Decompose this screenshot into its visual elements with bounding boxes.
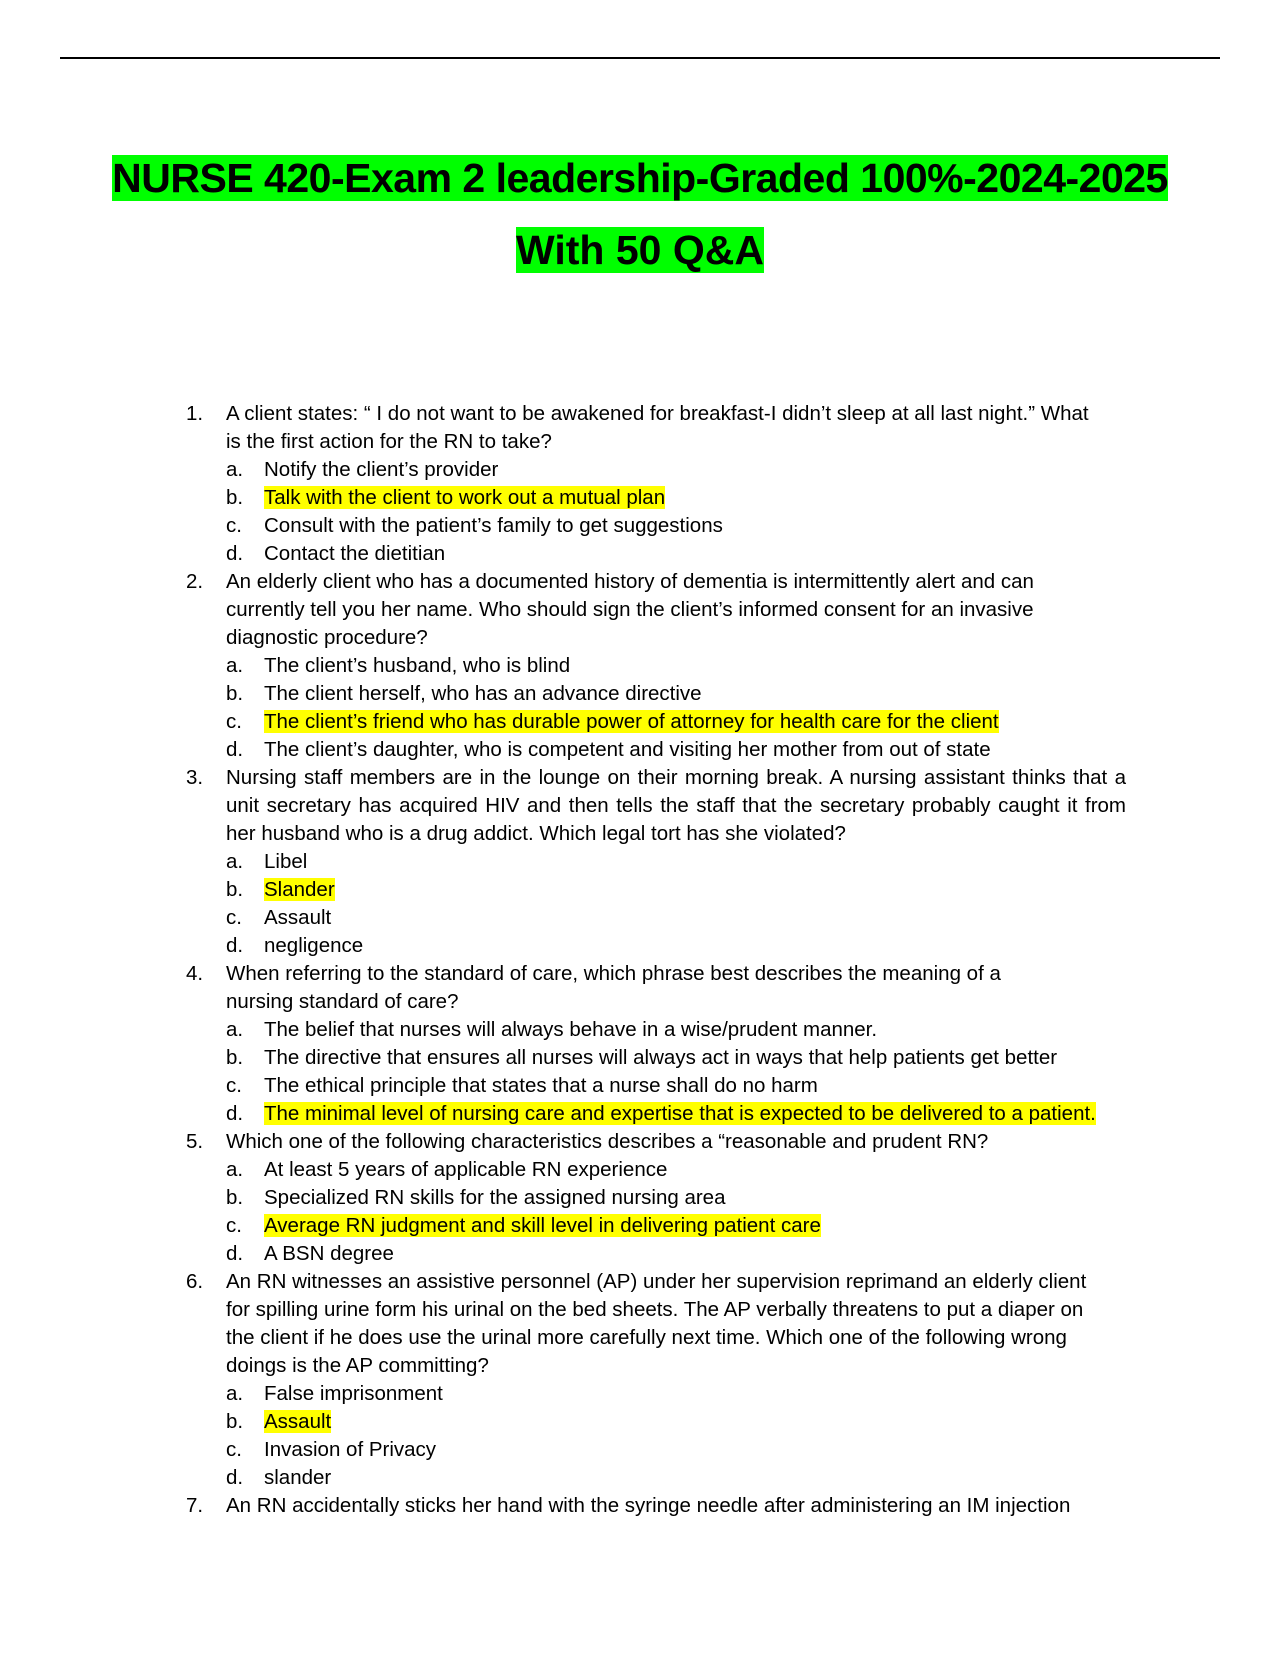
option-text: The ethical principle that states that a nurse shall do no harm — [264, 1074, 818, 1097]
option — [226, 540, 1136, 568]
option-text-highlighted: The minimal level of nursing care and expertise that is expected to be delivered to a patient. — [264, 1102, 1096, 1125]
option-letter: c. — [226, 514, 242, 537]
option — [226, 1464, 1136, 1492]
question-number: 6. — [186, 1270, 204, 1293]
question-3 — [186, 764, 1136, 960]
option — [226, 1156, 1136, 1184]
option-correct — [226, 484, 1136, 512]
option-text: The client’s daughter, who is competent and visiting her mother from out of state — [264, 738, 991, 761]
option-correct — [226, 708, 1136, 736]
option-correct — [226, 876, 1136, 904]
question-text: An RN accidentally sticks her hand with the syringe needle after administering an IM injection — [226, 1494, 1071, 1517]
option-correct — [226, 1100, 1136, 1128]
option-text: Consult with the patient’s family to get suggestions — [264, 514, 723, 537]
question-number: 7. — [186, 1494, 204, 1517]
question-number: 4. — [186, 962, 204, 985]
option-text: A BSN degree — [264, 1242, 394, 1265]
option-letter: d. — [226, 1102, 244, 1125]
option — [226, 848, 1136, 876]
option-letter: d. — [226, 542, 244, 565]
option-list — [226, 1156, 1136, 1268]
question-2 — [186, 568, 1136, 764]
option-text: Assault — [264, 906, 332, 929]
question-text: When referring to the standard of care, which phrase best describes the meaning of a nursing standard of care? — [226, 962, 1001, 1013]
option-letter: c. — [226, 1074, 242, 1097]
option-text-highlighted: Talk with the client to work out a mutual plan — [264, 486, 666, 509]
question-text: A client states: “ I do not want to be awakened for breakfast-I didn’t sleep at all last night.” What is the first action for the RN to take? — [226, 402, 1089, 453]
option-text: Libel — [264, 850, 308, 873]
question-7 — [186, 1492, 1136, 1520]
document-title-text: NURSE 420-Exam 2 leadership-Graded 100%-2024-2025 — [112, 155, 1168, 201]
option — [226, 736, 1136, 764]
option-text: Contact the dietitian — [264, 542, 446, 565]
option-text: The client’s husband, who is blind — [264, 654, 571, 677]
option — [226, 456, 1136, 484]
option-list — [226, 456, 1136, 568]
question-text: An RN witnesses an assistive personnel (AP) under her supervision reprimand an elderly client for spilling urine form his urinal on the bed sheets. The AP verbally threatens to put a diaper on the client if he does use the urinal more carefully next time. Which one of the following wrong doings is the AP committing? — [226, 1270, 1087, 1377]
option-list — [226, 652, 1136, 764]
option-letter: d. — [226, 1466, 244, 1489]
option-letter: d. — [226, 1242, 244, 1265]
option-text-highlighted: Average RN judgment and skill level in delivering patient care — [264, 1214, 821, 1237]
option-letter: c. — [226, 906, 242, 929]
option-letter: a. — [226, 1382, 244, 1405]
option-text: Invasion of Privacy — [264, 1438, 437, 1461]
header-rule — [60, 57, 1220, 59]
question-list — [186, 400, 1136, 1520]
question-5 — [186, 1128, 1136, 1268]
option-list — [226, 848, 1136, 960]
option-text-highlighted: The client’s friend who has durable power of attorney for health care for the client — [264, 710, 999, 733]
option-letter: c. — [226, 1438, 242, 1461]
option-letter: d. — [226, 738, 244, 761]
option — [226, 652, 1136, 680]
option — [226, 1016, 1136, 1044]
option-list — [226, 1380, 1136, 1492]
option-letter: b. — [226, 682, 244, 705]
option — [226, 1240, 1136, 1268]
option-text-highlighted: Slander — [264, 878, 335, 901]
document-title — [0, 150, 1280, 206]
option-letter: b. — [226, 1410, 244, 1433]
option-letter: d. — [226, 934, 244, 957]
option — [226, 680, 1136, 708]
question-number: 1. — [186, 402, 204, 425]
option — [226, 932, 1136, 960]
question-text: Nursing staff members are in the lounge on their morning break. A nursing assistant thinks that a unit secretary has acquired HIV and then tells the staff that the secretary probably caught it from her husband who is a drug addict. Which legal tort has she violated? — [226, 766, 1126, 845]
question-text: Which one of the following characteristics describes a “reasonable and prudent RN? — [226, 1130, 989, 1153]
option-text: negligence — [264, 934, 364, 957]
option — [226, 1184, 1136, 1212]
title-block — [0, 150, 1280, 278]
option-text: False imprisonment — [264, 1382, 443, 1405]
option-letter: c. — [226, 710, 242, 733]
question-number: 3. — [186, 766, 204, 789]
option-letter: a. — [226, 1018, 244, 1041]
option — [226, 1072, 1136, 1100]
option-letter: b. — [226, 878, 244, 901]
option-letter: b. — [226, 486, 244, 509]
option-letter: a. — [226, 654, 244, 677]
option-text: Specialized RN skills for the assigned nursing area — [264, 1186, 726, 1209]
document-subtitle-text: With 50 Q&A — [516, 227, 764, 273]
option-letter: b. — [226, 1186, 244, 1209]
option-text: slander — [264, 1466, 332, 1489]
option-text: Notify the client’s provider — [264, 458, 499, 481]
question-1 — [186, 400, 1136, 568]
question-text: An elderly client who has a documented history of dementia is intermittently alert and can currently tell you her name. Who should sign the client’s informed consent for an invasive diagnostic procedure? — [226, 570, 1034, 649]
question-number: 2. — [186, 570, 204, 593]
question-number: 5. — [186, 1130, 204, 1153]
option-letter: c. — [226, 1214, 242, 1237]
option — [226, 904, 1136, 932]
option-text: At least 5 years of applicable RN experience — [264, 1158, 668, 1181]
question-6 — [186, 1268, 1136, 1492]
option-list — [226, 1016, 1136, 1128]
option-text: The belief that nurses will always behave in a wise/prudent manner. — [264, 1018, 878, 1041]
option-text: The client herself, who has an advance directive — [264, 682, 702, 705]
option-letter: a. — [226, 1158, 244, 1181]
option-text: The directive that ensures all nurses will always act in ways that help patients get better — [264, 1046, 1058, 1069]
option — [226, 1380, 1136, 1408]
option — [226, 512, 1136, 540]
option-text-highlighted: Assault — [264, 1410, 332, 1433]
document-subtitle — [0, 222, 1280, 278]
option-letter: b. — [226, 1046, 244, 1069]
option — [226, 1436, 1136, 1464]
option — [226, 1044, 1136, 1072]
option-letter: a. — [226, 458, 244, 481]
option-correct — [226, 1408, 1136, 1436]
question-4 — [186, 960, 1136, 1128]
option-letter: a. — [226, 850, 244, 873]
option-correct — [226, 1212, 1136, 1240]
